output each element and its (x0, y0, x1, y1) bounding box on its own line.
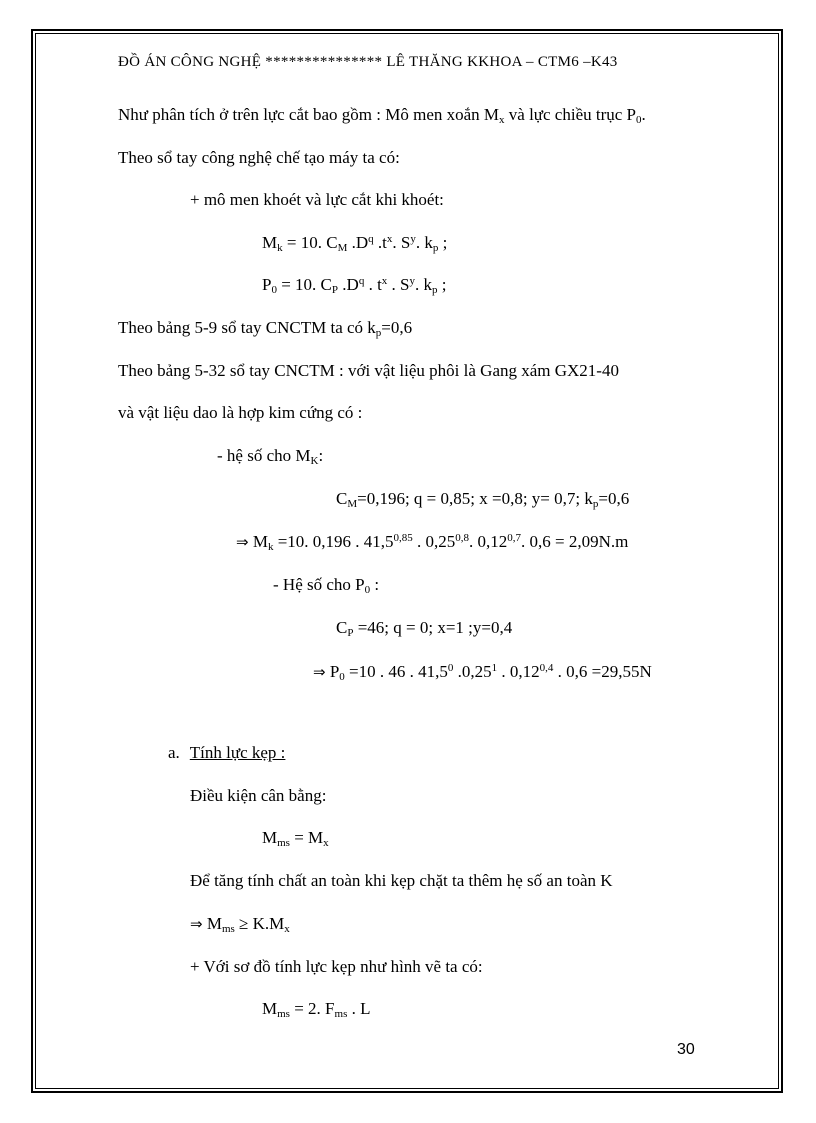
paragraph-clamp-diagram: + Với sơ đồ tính lực kẹp như hình vẽ ta có: (190, 957, 483, 976)
formula-moment: $M_k = 10$. $C_M$ $.D^q$ $.t^x$. $S^y$. $k_p$ ; (262, 233, 448, 254)
implies-arrow: ⇒ (190, 915, 203, 933)
formula-mk-coefficients: $C_M=0,196$; q = 0,85; x =0,8; y= 0,7; $k_p=0,6$ (336, 489, 630, 510)
paragraph-tool-material: và vật liệu dao là hợp kim cứng có : (118, 403, 363, 422)
formula-p0-coefficients: $C_P =46$; q = 0; x=1 ;y=0,4 (336, 618, 513, 639)
paragraph-safety-factor: Để tăng tính chất an toàn khi kẹp chặt ta thêm hẹ số an toàn K (190, 871, 613, 890)
paragraph-table-5-32: Theo bảng 5-32 sổ tay CNCTM : với vật liệu phôi là Gang xám GX21-40 (118, 361, 619, 380)
implies-arrow: ⇒ (236, 533, 249, 551)
section-a-heading (168, 743, 285, 763)
paragraph-table-5-9: Theo bảng 5-9 sổ tay CNCTM ta có $k_p=0,6$ (118, 318, 413, 339)
page-number: 30 (677, 1041, 695, 1058)
formula-axial-force: $P_0 = 10$. $C_P$ $.D^q$ . $t^x$ . $S^y$. $k_p$ ; (262, 275, 447, 296)
paragraph-equilibrium: Điều kiện cân bằng: (190, 786, 327, 805)
formula-safety-inequality: ⇒ $M_{ms} \ge K.M_x$ (190, 914, 290, 935)
document-header: ĐỒ ÁN CÔNG NGHỆ *************** LÊ THĂNG KKHOA – CTM6 –K43 (118, 54, 618, 70)
section-number: a. (168, 743, 180, 762)
formula-equilibrium: $M_{ms} = M_x$ (262, 828, 329, 849)
formula-mk-result: ⇒ $M_k =10$. 0,196 . 41,5$^{0,85}$ . 0,25$^{0,8}$. 0,12$^{0,7}$. 0,6 = 2,09N.m (236, 532, 629, 553)
section-title: Tính lực kẹp : (189, 743, 286, 762)
paragraph-handbook: Theo sổ tay công nghệ chế tạo máy ta có: (118, 148, 400, 167)
formula-friction-moment: $M_{ms} = 2$. $F_{ms}$ . L (262, 999, 371, 1020)
subheading-p0-coefficients: - Hệ số cho $P_0$ : (273, 575, 380, 596)
formula-p0-result: ⇒ $P_0 =10$ . 46 . 41,5$^0$ .0,25$^1$ . 0,12$^{0,4}$ . 0,6 =29,55N (313, 662, 652, 683)
implies-arrow: ⇒ (313, 663, 326, 681)
paragraph-moment-intro: + mô men khoét và lực cắt khi khoét: (190, 190, 444, 209)
subheading-mk-coefficients: - hệ số cho $M_K$: (217, 446, 324, 467)
paragraph-cutting-force: Như phân tích ở trên lực cắt bao gồm : Mô men xoắn $M_x$ và lực chiều trục $P_0$. (118, 105, 646, 126)
